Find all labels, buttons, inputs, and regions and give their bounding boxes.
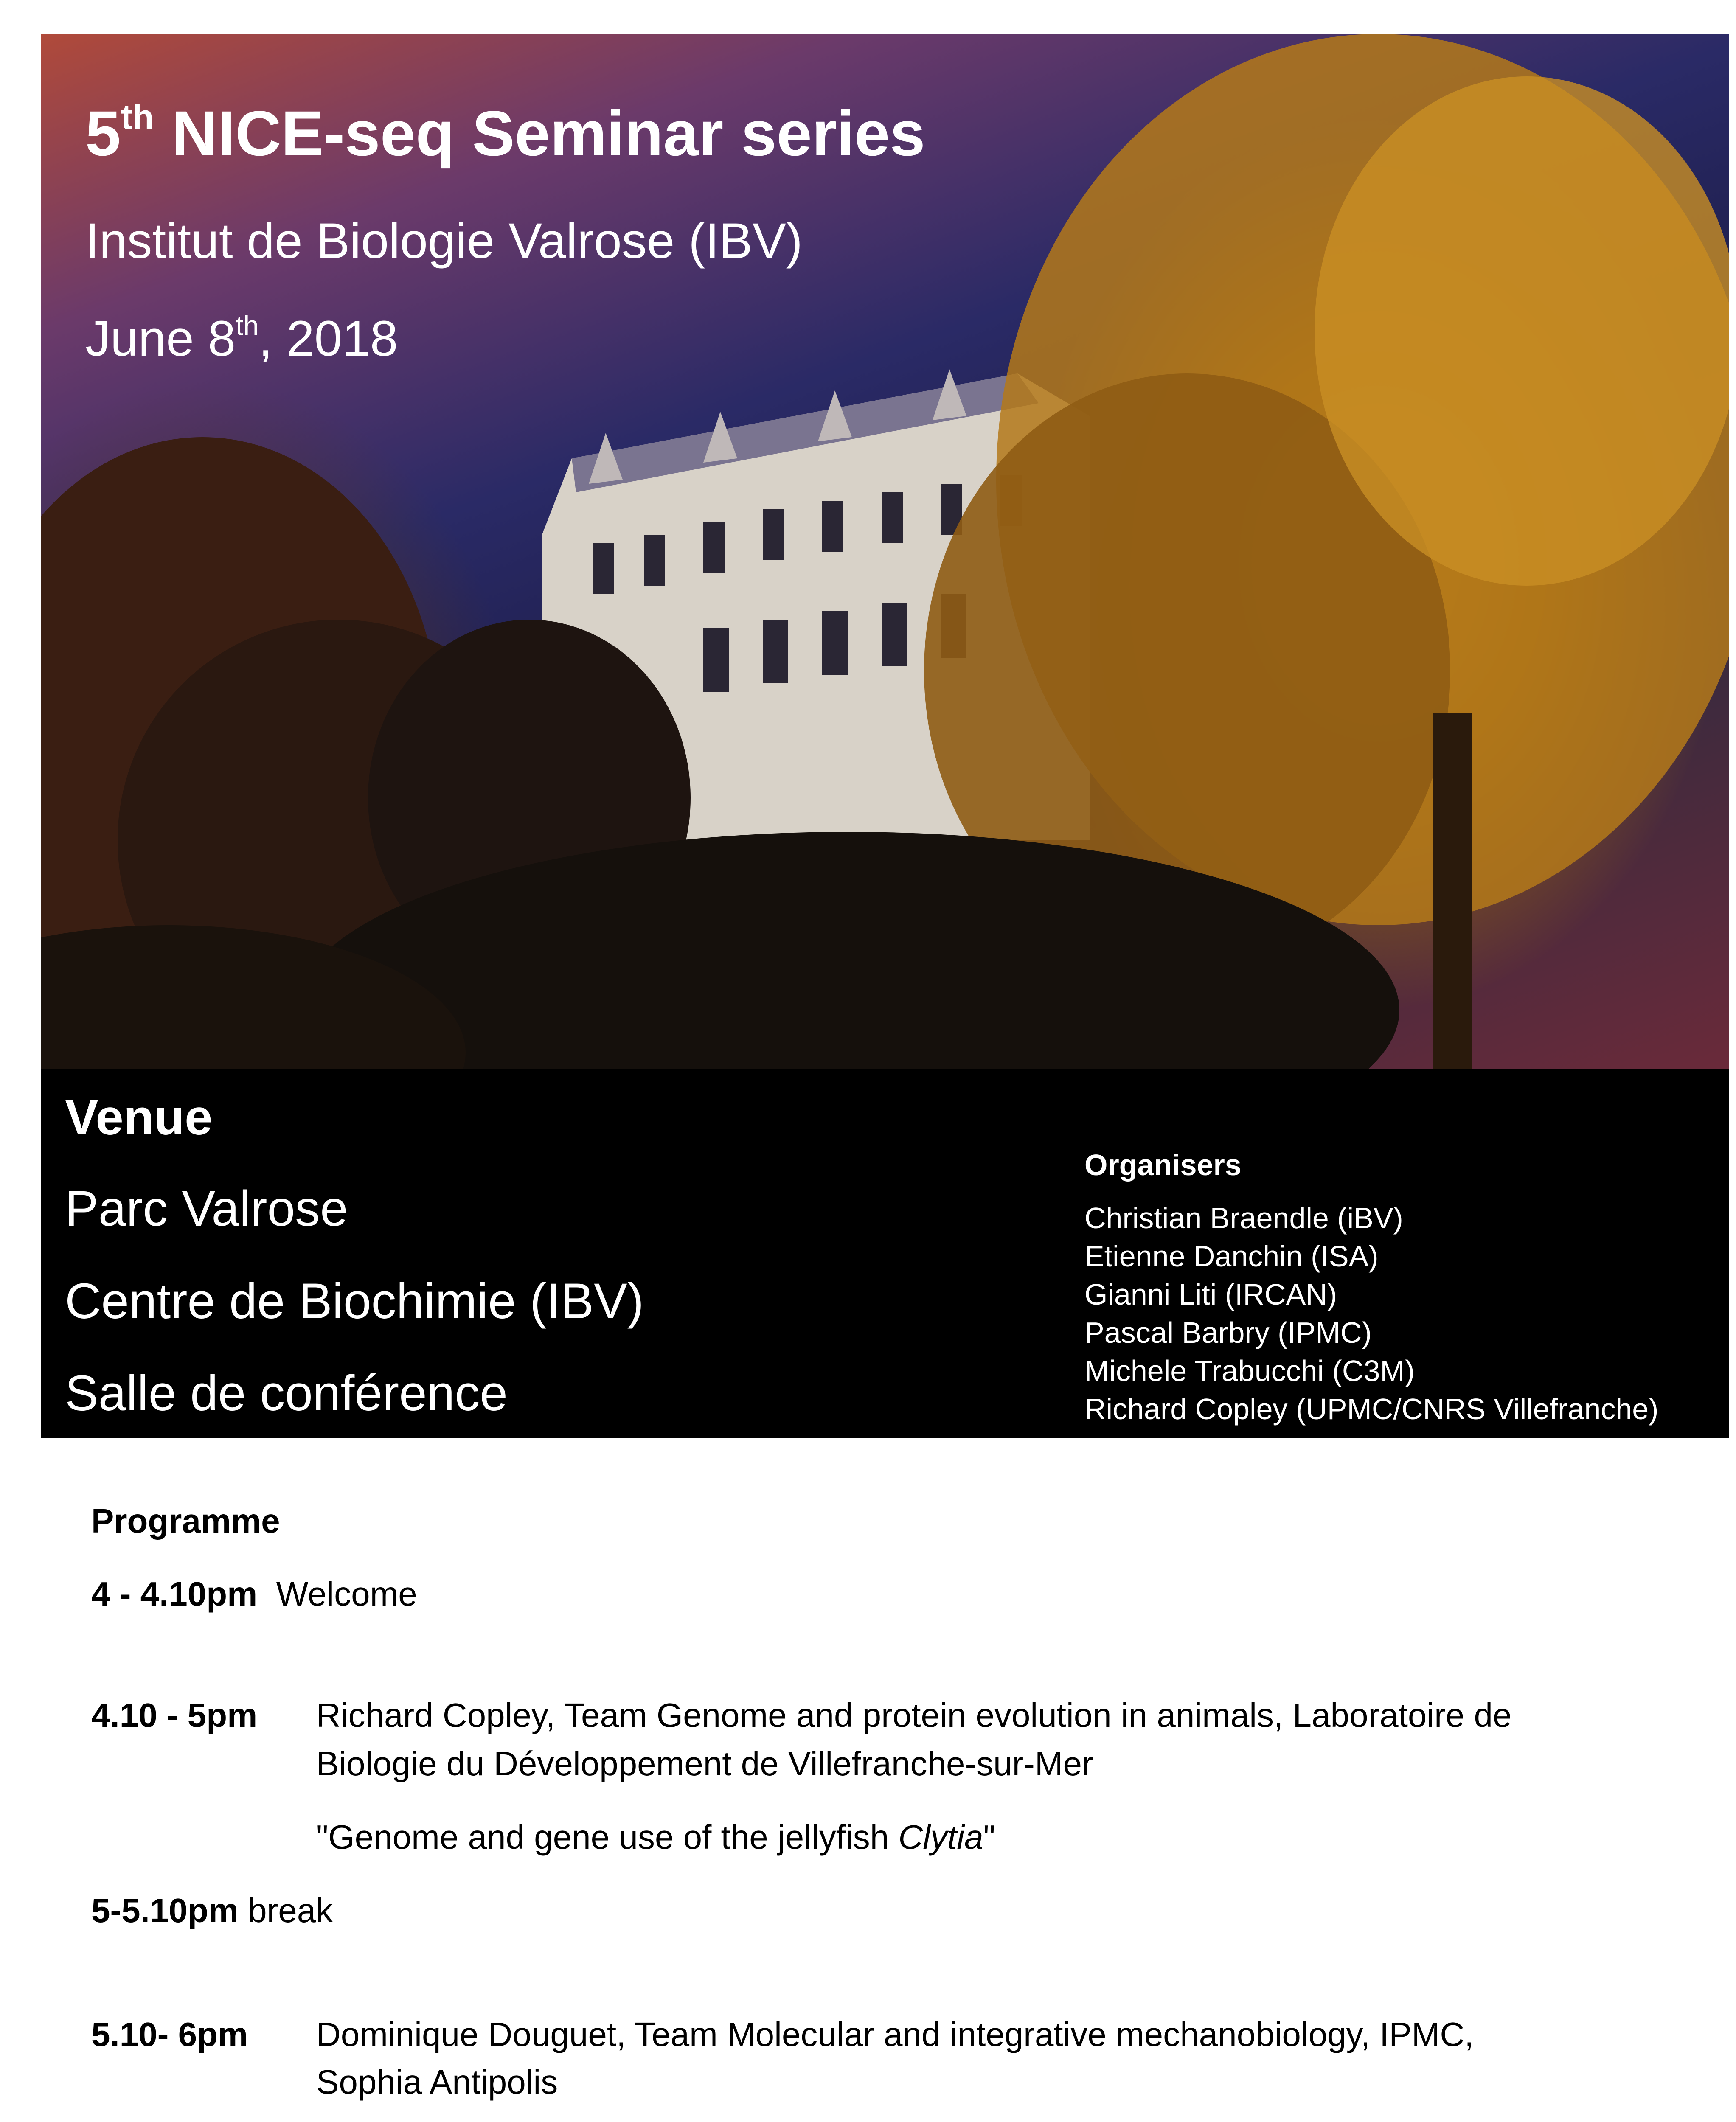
venue-panel (41, 1069, 1729, 1438)
organiser-name: Christian Braendle (iBV) (1084, 1201, 1403, 1235)
venue-heading: Venue (65, 1089, 213, 1145)
event-date: June 8th, 2018 (85, 310, 398, 367)
programme-welcome: 4 - 4.10pm Welcome (91, 1575, 417, 1613)
talk1-affiliation: Biologie du Développement de Villefranche-sur-Mer (316, 1745, 1093, 1782)
organiser-name: Michele Trabucchi (C3M) (1084, 1354, 1415, 1387)
programme-section (0, 1438, 1736, 2122)
programme-break: 5-5.10pm break (91, 1892, 333, 1929)
institute-name: Institut de Biologie Valrose (IBV) (85, 213, 803, 269)
organisers-heading: Organisers (1084, 1148, 1242, 1182)
event-title: 5th NICE-seq Seminar series (85, 98, 925, 169)
valrose-castle-illustration (41, 34, 1729, 1069)
organiser-name: Richard Copley (UPMC/CNRS Villefranche) (1084, 1392, 1659, 1426)
talk1-title: "Genome and gene use of the jellyfish Clytia" (316, 1818, 995, 1856)
hero-photo (41, 34, 1729, 1069)
organiser-name: Etienne Danchin (ISA) (1084, 1240, 1379, 1273)
venue-line: Parc Valrose (65, 1181, 348, 1237)
talk2-affiliation: Sophia Antipolis (316, 2063, 558, 2101)
venue-line: Centre de Biochimie (IBV) (65, 1273, 644, 1329)
talk2-speaker: Dominique Douguet, Team Molecular and integrative mechanobiology, IPMC, (316, 2015, 1474, 2053)
programme-heading: Programme (91, 1502, 280, 1540)
talk1-speaker: Richard Copley, Team Genome and protein evolution in animals, Laboratoire de (316, 1696, 1512, 1734)
venue-line: Salle de conférence (65, 1365, 508, 1421)
organiser-name: Gianni Liti (IRCAN) (1084, 1278, 1337, 1311)
organiser-name: Pascal Barbry (IPMC) (1084, 1316, 1372, 1349)
talk2-time: 5.10- 6pm (91, 2015, 248, 2053)
talk1-time: 4.10 - 5pm (91, 1696, 258, 1734)
